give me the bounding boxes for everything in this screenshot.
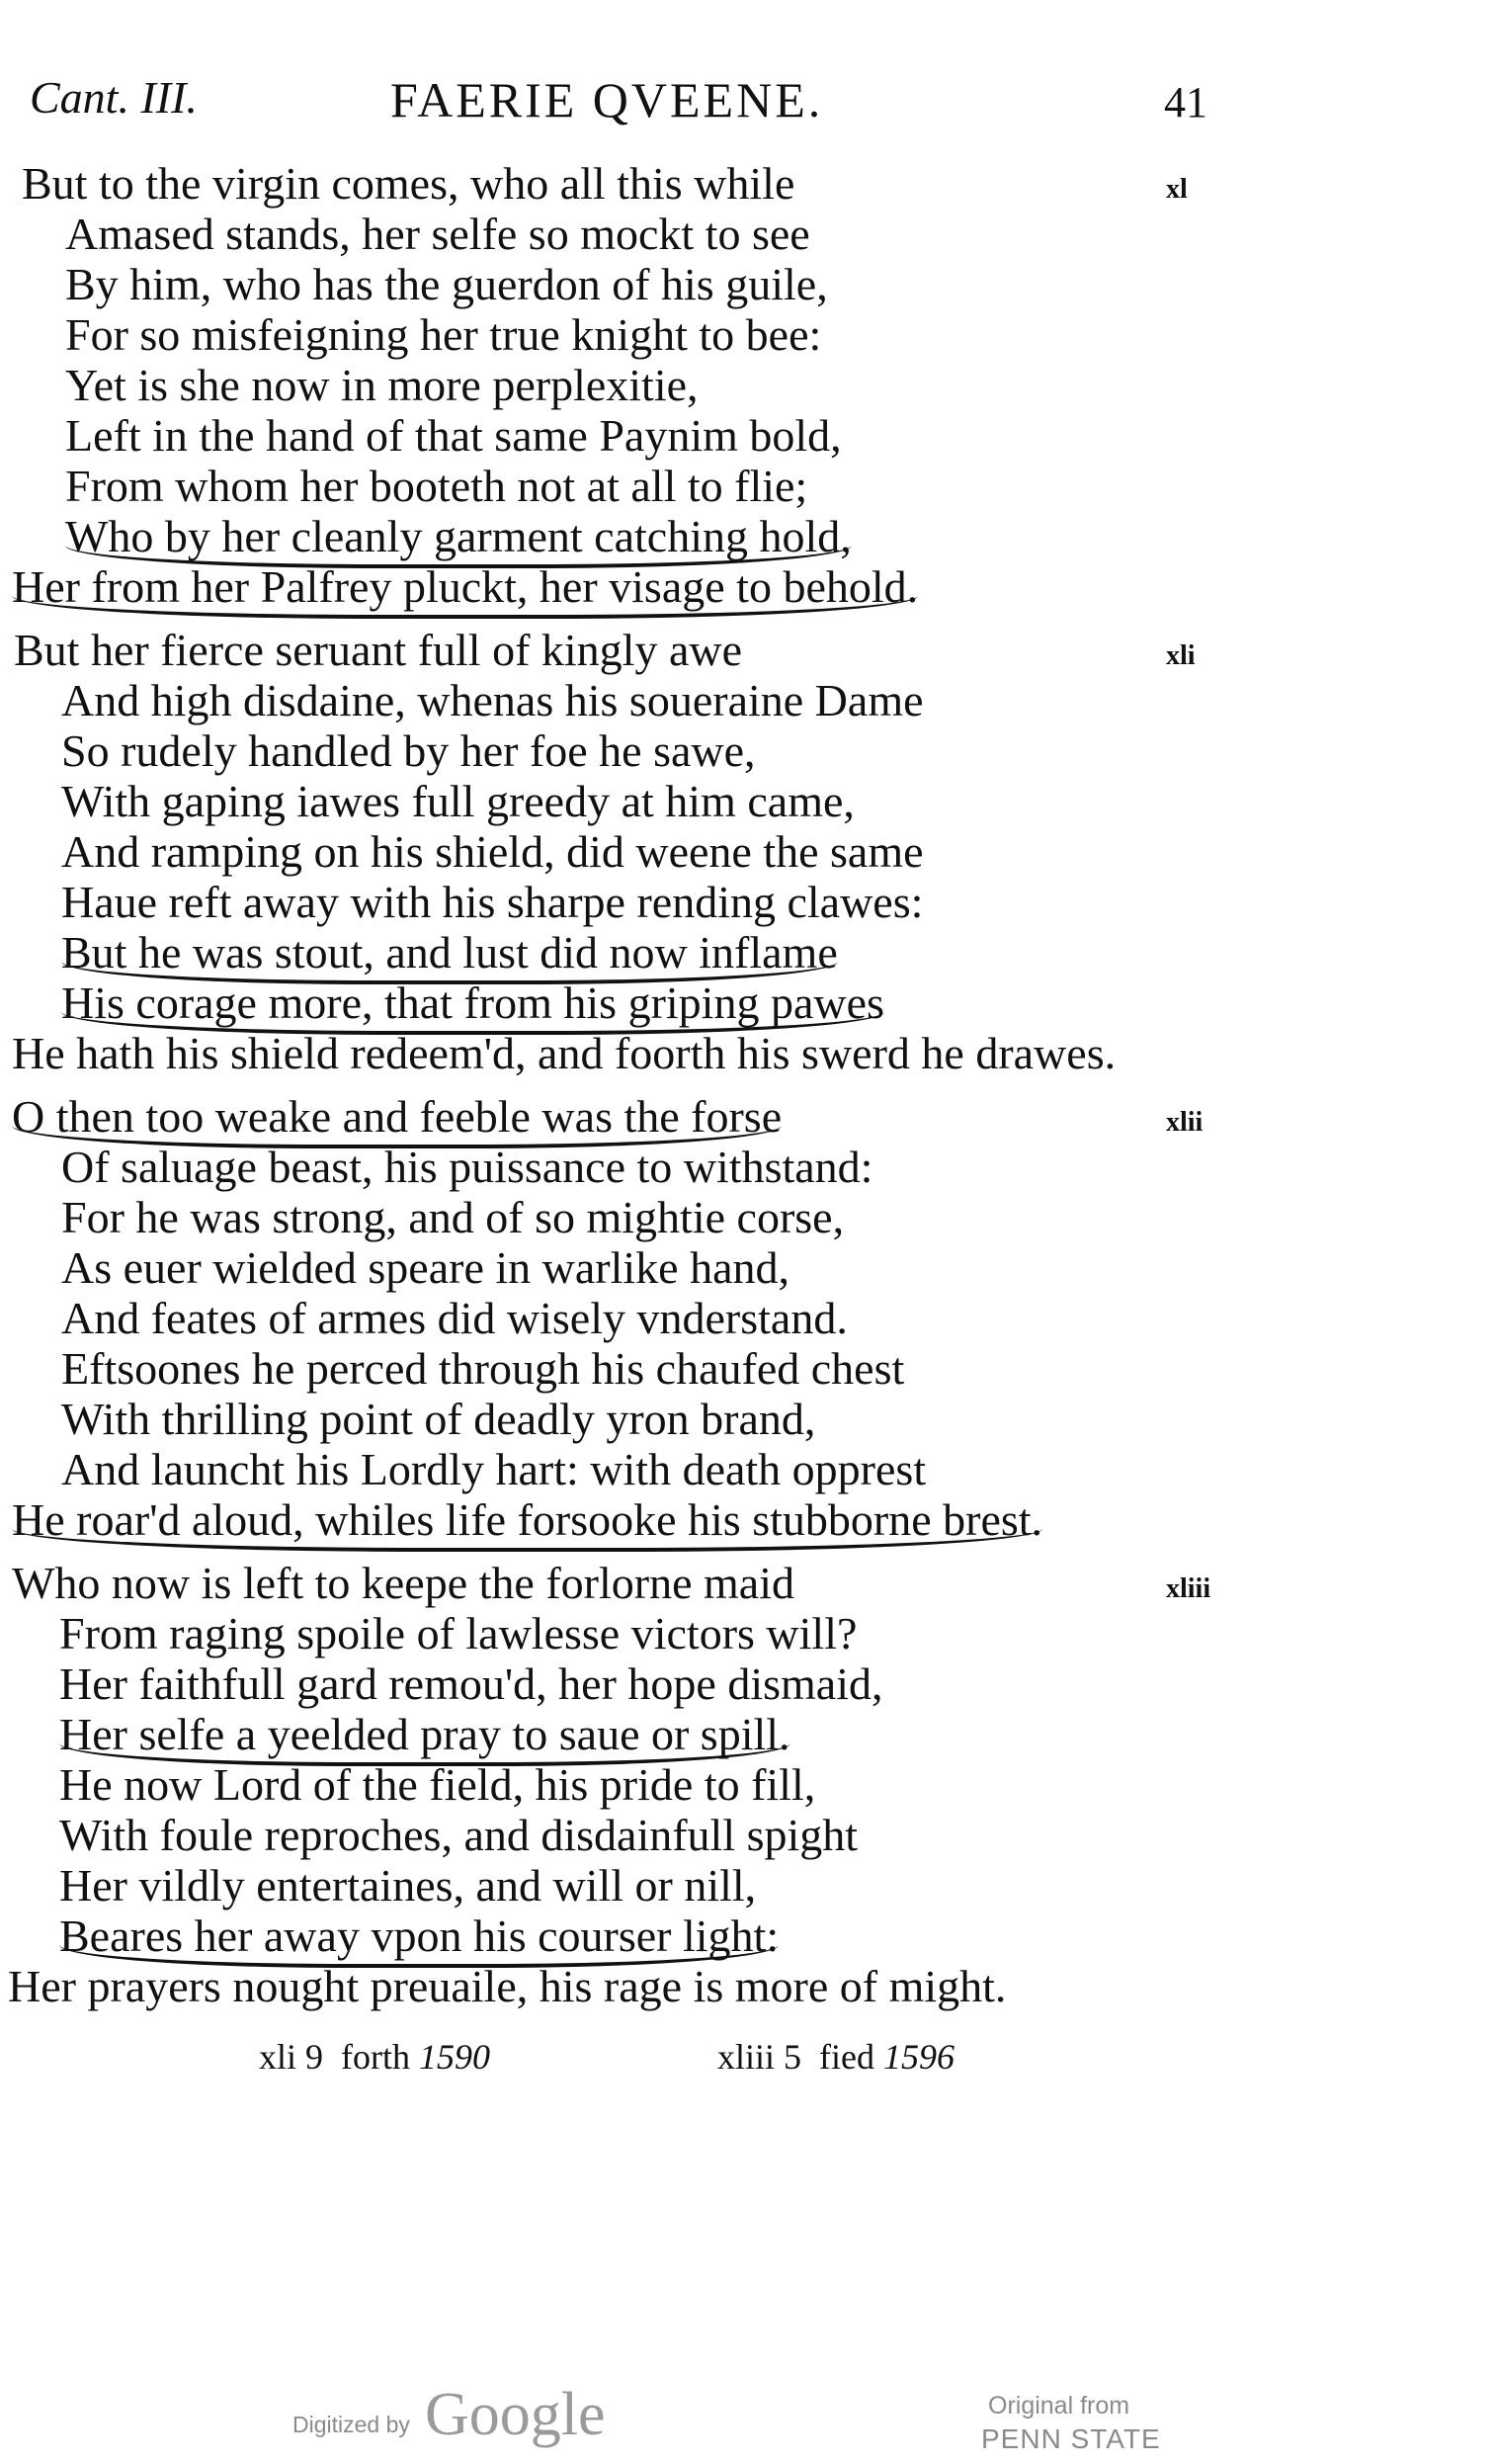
stanza-xl: [0, 158, 1495, 623]
note-year: 1596: [882, 2037, 955, 2077]
verse-line: Who now is left to keepe the forlorne maid: [12, 1558, 794, 1608]
running-header: [0, 71, 1495, 140]
institution-label: PENN STATE: [981, 2423, 1161, 2454]
note-year: 1590: [419, 2037, 490, 2077]
verse-line: By him, who has the guerdon of his guile,: [65, 259, 828, 309]
stanza-xli: [0, 625, 1495, 1089]
stanza-xliii: [0, 1558, 1495, 2022]
note-ref: xliii 5: [717, 2037, 802, 2077]
verse-line: From whom her booteth not at all to flie;: [65, 461, 808, 511]
verse-line-underlined: His corage more, that from his griping pawes: [61, 977, 884, 1035]
note-reading: forth: [341, 2037, 410, 2077]
verse-line: Haue reft away with his sharpe rending clawes:: [61, 877, 924, 927]
verse-line: And ramping on his shield, did weene the same: [61, 826, 924, 877]
note-reading: fied: [819, 2037, 874, 2077]
stanza-number: xl: [1166, 174, 1188, 205]
stanza-number: xli: [1166, 640, 1196, 671]
verse-line: Her prayers nought preuaile, his rage is more of might.: [8, 1961, 1007, 2011]
page-number: 41: [1164, 78, 1207, 127]
note-ref: xli 9: [259, 2037, 324, 2077]
verse-line: For so misfeigning her true knight to bee:: [65, 309, 822, 360]
stanza-xlii: [0, 1091, 1495, 1556]
verse-line-underlined: O then too weake and feeble was the forse: [12, 1091, 782, 1148]
verse-line: And feates of armes did wisely vnderstand.: [61, 1293, 848, 1343]
book-title: FAERIE QVEENE.: [390, 72, 824, 127]
verse-line: So rudely handled by her foe he sawe,: [61, 725, 756, 776]
canto-label: Cant. III.: [30, 72, 198, 123]
verse-line: Her vildly entertaines, and will or nill,: [59, 1860, 757, 1911]
verse-line-underlined: Beares her away vpon his courser light:: [59, 1911, 779, 1968]
verse-line: As euer wielded speare in warlike hand,: [61, 1242, 789, 1293]
verse-line: With foule reproches, and disdainfull spight: [59, 1810, 859, 1860]
google-logo: Google: [425, 2381, 606, 2448]
stanza-number: xliii: [1166, 1573, 1211, 1604]
verse-line: And high disdaine, whenas his soueraine Dame: [61, 675, 924, 725]
verse-line-underlined: Who by her cleanly garment catching hold,: [65, 511, 852, 568]
verse-line-underlined: Her from her Palfrey pluckt, her visage to behold.: [12, 561, 918, 619]
verse-line: Of saluage beast, his puissance to withstand:: [61, 1142, 873, 1192]
digitization-footer: [0, 2372, 1495, 2461]
verse-line: Left in the hand of that same Paynim bold,: [65, 410, 842, 461]
verse-line: But to the virgin comes, who all this while: [22, 158, 795, 209]
original-from-label: Original from: [988, 2392, 1130, 2420]
textual-notes: [0, 2036, 1495, 2095]
verse-line: Yet is she now in more perplexitie,: [65, 360, 699, 410]
verse-line-underlined: Her selfe a yeelded pray to saue or spill.: [59, 1709, 790, 1766]
verse-line: For he was strong, and of so mightie corse,: [61, 1192, 845, 1242]
verse-line: With thrilling point of deadly yron brand,: [61, 1394, 816, 1444]
verse-line: From raging spoile of lawlesse victors will?: [59, 1608, 858, 1658]
verse-line: He hath his shield redeem'd, and foorth his swerd he drawes.: [12, 1028, 1117, 1078]
verse-line: Her faithfull gard remou'd, her hope dismaid,: [59, 1658, 883, 1709]
verse-line: Amased stands, her selfe so mockt to see: [65, 209, 810, 259]
verse-line: He now Lord of the field, his pride to fill,: [59, 1759, 816, 1810]
verse-line: With gaping iawes full greedy at him came,: [61, 776, 855, 826]
textual-note: [717, 2036, 955, 2078]
verse-line-underlined: He roar'd aloud, whiles life forsooke his stubborne brest.: [12, 1494, 1042, 1552]
digitized-by-label: Digitized by: [292, 2412, 410, 2437]
verse-line: But her fierce seruant full of kingly awe: [14, 625, 743, 675]
verse-line: And launcht his Lordly hart: with death opprest: [61, 1444, 927, 1494]
verse-line: Eftsoones he perced through his chaufed chest: [61, 1343, 905, 1394]
stanza-number: xlii: [1166, 1107, 1204, 1138]
textual-note: [259, 2036, 490, 2078]
verse-line-underlined: But he was stout, and lust did now inflame: [61, 927, 838, 984]
